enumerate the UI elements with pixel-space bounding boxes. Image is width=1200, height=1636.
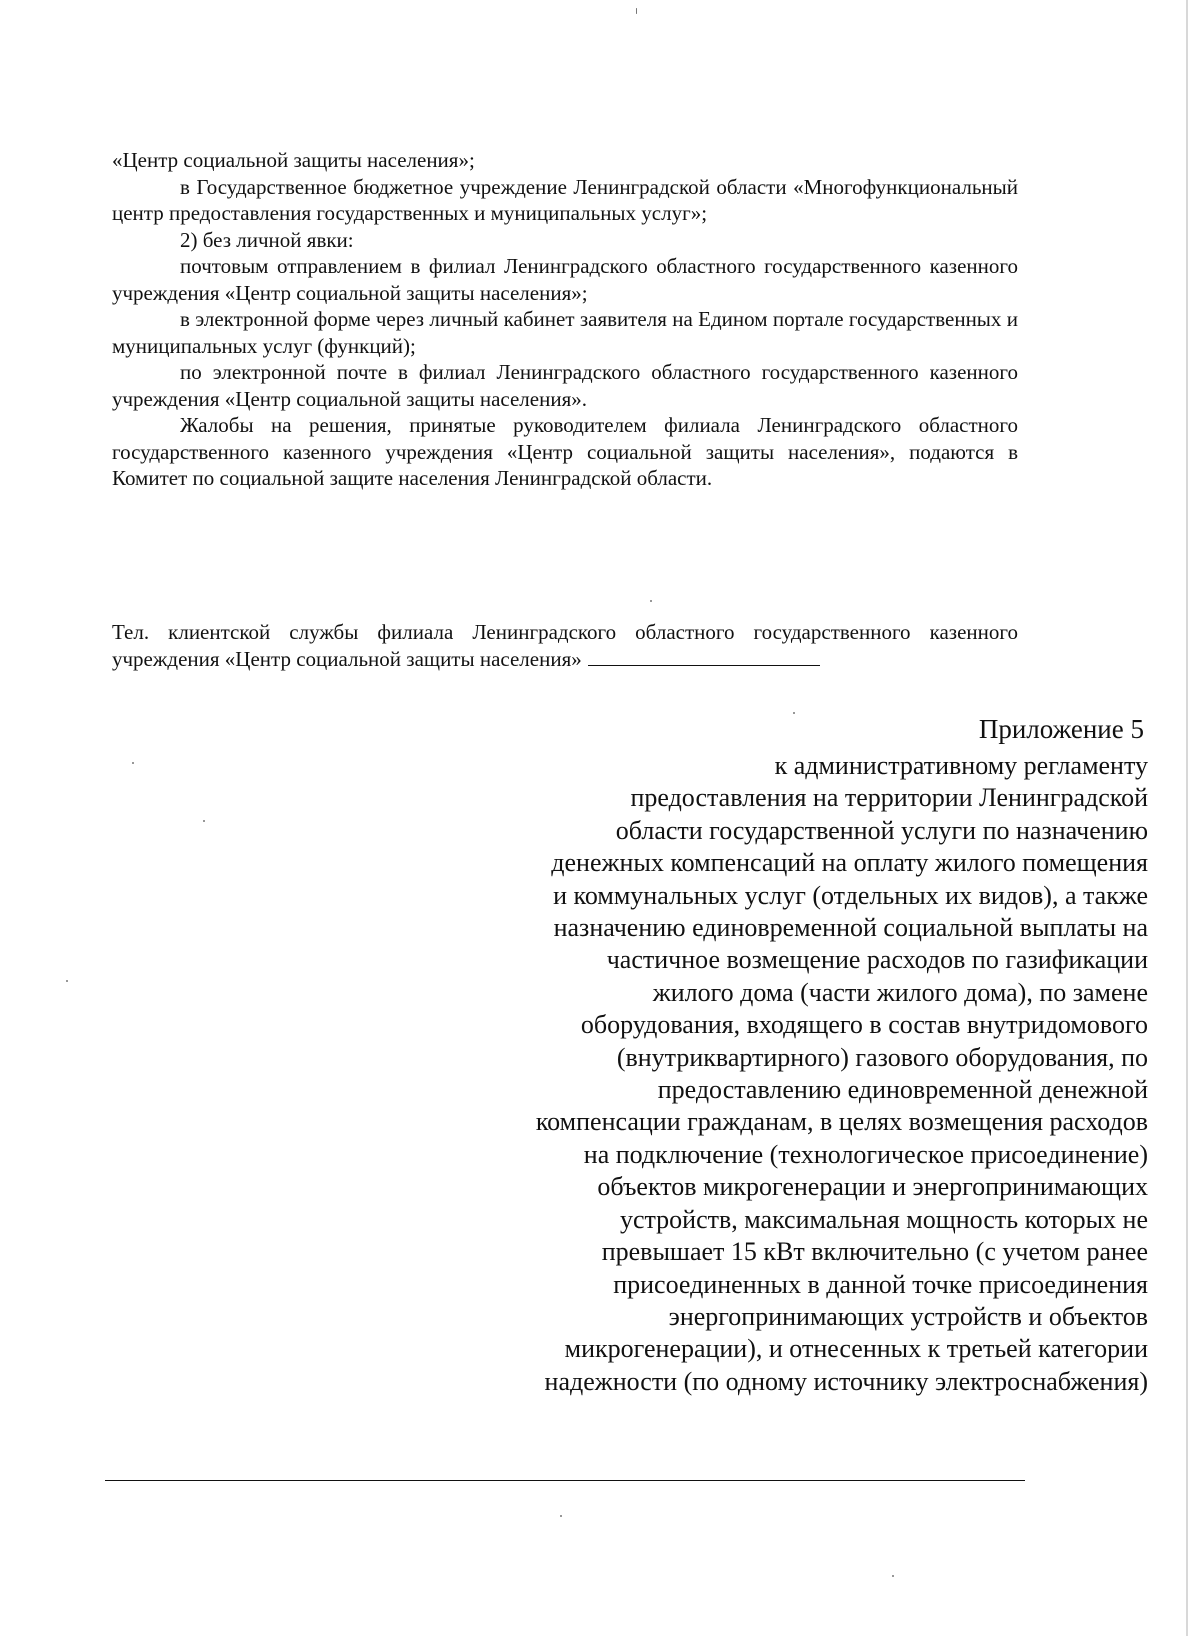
paragraph: 2) без личной явки: — [180, 227, 354, 252]
scan-speck — [636, 8, 637, 14]
appendix-line: области государственной услуги по назначению — [615, 815, 1148, 845]
paragraph: Жалобы на решения, принятые руководителем филиала Ленинградского областного государственного казенного учреждения «Центр социальной защиты населения», подаются в Комитет по социальной защите населения Ленинградской области. — [112, 413, 1018, 490]
appendix-line: назначению единовременной социальной выплаты на — [553, 913, 1148, 943]
scan-speck — [203, 820, 205, 822]
scan-edge-shadow — [1186, 0, 1188, 1636]
paragraph: почтовым отправлением в филиал Ленинградского областного государственного казенного учреждения «Центр социальной защиты населения»; — [112, 254, 1018, 305]
appendix-line: на подключение (технологическое присоединение) — [583, 1139, 1148, 1169]
scan-speck — [560, 1515, 562, 1517]
paragraph: «Центр социальной защиты населения»; — [112, 148, 475, 172]
appendix-line: устройств, максимальная мощность которых не — [619, 1204, 1148, 1234]
footer-rule — [105, 1480, 1025, 1481]
appendix-line: надежности (по одному источнику электроснабжения) — [544, 1366, 1148, 1396]
appendix-line: превышает 15 кВт включительно (с учетом ранее — [601, 1237, 1148, 1267]
scan-speck — [650, 600, 652, 602]
scan-speck — [793, 712, 795, 714]
appendix-line: объектов микрогенерации и энергопринимающих — [597, 1172, 1148, 1202]
phone-label: Тел. клиентской службы филиала Ленинградского областного государственного казенного учреждения «Центр социальной защиты населения» — [112, 620, 1018, 671]
appendix-description — [448, 750, 1148, 1398]
appendix-line: присоединенных в данной точке присоединения — [613, 1269, 1148, 1299]
appendix-title: Приложение 5 — [978, 714, 1144, 744]
appendix-line: предоставления на территории Ленинградской — [630, 783, 1148, 813]
appendix-line: энергопринимающих устройств и объектов — [668, 1301, 1148, 1331]
appendix-line: оборудования, входящего в состав внутридомового — [580, 1010, 1148, 1040]
appendix-line: микрогенерации), и отнесенных к третьей категории — [564, 1334, 1148, 1364]
appendix-line: жилого дома (части жилого дома), по замене — [652, 977, 1148, 1007]
paragraph: в электронной форме через личный кабинет заявителя на Едином портале государственных и муниципальных услуг (функций); — [112, 307, 1018, 358]
phone-blank-line — [588, 647, 820, 666]
appendix-line: компенсации гражданам, в целях возмещения расходов — [535, 1107, 1148, 1137]
scan-speck — [892, 1575, 894, 1577]
paragraph: в Государственное бюджетное учреждение Ленинградской области «Многофункциональный центр предоставления государственных и муниципальных услуг»; — [112, 174, 1018, 225]
client-service-phone — [112, 619, 1018, 672]
body-text — [112, 147, 1018, 492]
appendix-line: частичное возмещение расходов по газификации — [606, 945, 1148, 975]
appendix-line: денежных компенсаций на оплату жилого помещения — [551, 848, 1148, 878]
appendix-line: и коммунальных услуг (отдельных их видов), а также — [553, 880, 1148, 910]
scan-speck — [66, 980, 68, 982]
scan-speck — [132, 762, 134, 764]
appendix-line: (внутриквартирного) газового оборудования, по — [616, 1042, 1148, 1072]
paragraph: по электронной почте в филиал Ленинградского областного государственного казенного учреждения «Центр социальной защиты населения». — [112, 360, 1018, 411]
appendix-line: к административному регламенту — [774, 751, 1148, 780]
appendix-line: предоставлению единовременной денежной — [657, 1075, 1148, 1105]
